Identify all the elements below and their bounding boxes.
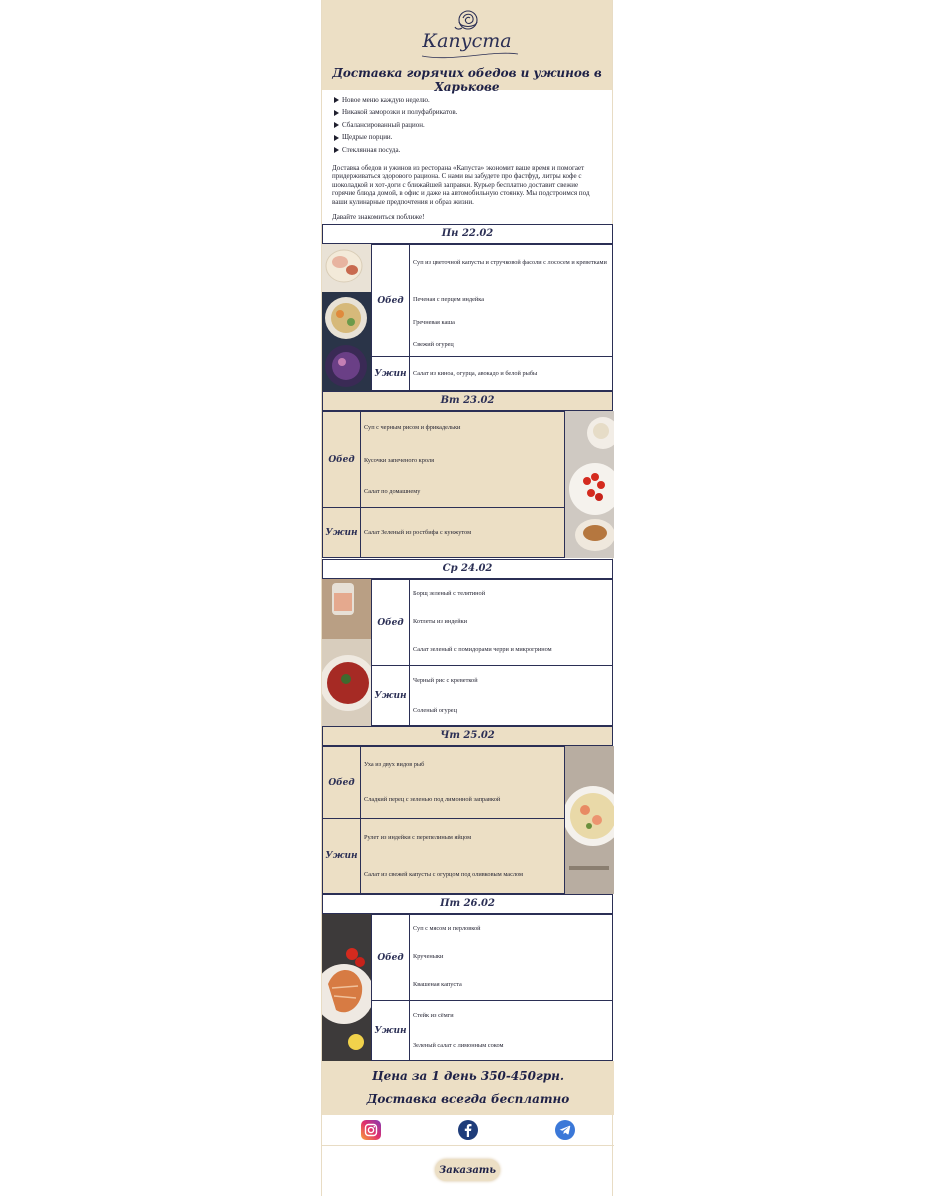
- dinner-dishes: [410, 1001, 612, 1060]
- telegram-icon[interactable]: [555, 1120, 575, 1140]
- description: Доставка обедов и ужинов из ресторана «Капуста» экономит ваше время и помогает придерживаться здорового рациона. С нами вы забудете про фастфуд, литры кофе с шоколадкой и хот-доги с ближайшей заправки. Курьер бесплатно доставит свежие горячие блюда домой, в офис и даже на автомобильную стоянку. Мы подстроимся под ваши кулинарные предпочтения и образ жизни.: [332, 163, 590, 206]
- dish: Соленый огурец: [413, 707, 457, 714]
- lunch-dishes: [410, 580, 612, 665]
- dish: Борщ зеленый с телятиной: [413, 590, 486, 597]
- dinner-block: [322, 507, 565, 558]
- feature-item: Новое меню каждую неделю.: [334, 94, 602, 107]
- dish: Квашеная капуста: [413, 981, 462, 988]
- lunch-label: Обед: [323, 747, 361, 818]
- lunch-label: Обед: [323, 412, 361, 507]
- lunch-block: [322, 746, 565, 819]
- instagram-icon[interactable]: [361, 1120, 381, 1140]
- day-title: Ср 24.02: [322, 559, 613, 579]
- delivery-text: Доставка всегда бесплатно: [366, 1092, 570, 1106]
- food-photo: [565, 746, 614, 894]
- dish: Крученыки: [413, 953, 444, 960]
- day-title: Пт 26.02: [322, 894, 613, 914]
- lunch-label: Обед: [372, 580, 410, 665]
- lunch-dishes: [361, 412, 564, 507]
- dish: Салат по домашнему: [364, 488, 421, 495]
- lunch-label: Обед: [372, 245, 410, 356]
- dinner-label: Ужин: [323, 508, 361, 557]
- triangle-bullet-icon: [334, 147, 339, 153]
- dish: Черный рис с креветкой: [413, 677, 478, 684]
- brand-name: Капуста: [422, 30, 512, 52]
- lunch-block: [371, 579, 613, 666]
- dish: Гречневая каша: [413, 319, 455, 326]
- lunch-dishes: [410, 915, 612, 1000]
- page-headline: Доставка горячих обедов и ужинов в Харькове: [332, 66, 602, 94]
- lunch-block: [371, 914, 613, 1001]
- dish: Суп с черным рисом и фрикадельки: [364, 424, 461, 431]
- dish: Зеленый салат с лимонным соком: [413, 1042, 504, 1049]
- dish: Салат из киноа, огурца, авокадо и белой рыбы: [413, 370, 538, 377]
- feature-list: [332, 94, 602, 157]
- dinner-label: Ужин: [372, 666, 410, 725]
- dinner-label: Ужин: [323, 819, 361, 893]
- triangle-bullet-icon: [334, 122, 339, 128]
- triangle-bullet-icon: [334, 110, 339, 116]
- dish: Кусочки запеченого кроля: [364, 457, 434, 464]
- dinner-label: Ужин: [372, 1001, 410, 1060]
- dinner-block: [371, 665, 613, 726]
- dinner-block: [371, 1000, 613, 1061]
- dinner-dishes: [410, 357, 612, 390]
- dish: Стейк из сёмги: [413, 1012, 454, 1019]
- dinner-block: [371, 356, 613, 391]
- header: [322, 0, 612, 94]
- food-photo: [565, 411, 614, 558]
- lunch-block: [371, 244, 613, 357]
- dish: Суп из цветочной капусты и стручковой фасоли с лососем и креветками: [413, 259, 607, 266]
- feature-item: Сбалансированный рацион.: [334, 119, 602, 132]
- intro: [322, 90, 612, 222]
- dinner-block: [322, 818, 565, 894]
- dish: Уха из двух видов рыб: [364, 761, 425, 768]
- dish: Салат из свежей капусты с огурцом под оливковым маслом: [364, 871, 524, 878]
- price-text: Цена за 1 день 350-450грн.: [371, 1069, 565, 1083]
- dinner-dishes: [410, 666, 612, 725]
- feature-item: Никакой заморозки и полуфабрикатов.: [334, 107, 602, 120]
- feature-item: Стеклянная посуда.: [334, 144, 602, 157]
- lunch-block: [322, 411, 565, 508]
- dinner-dishes: [361, 508, 564, 557]
- dish: Свежий огурец: [413, 341, 454, 348]
- day-title: Вт 23.02: [322, 391, 613, 411]
- dish: Котлеты из индейки: [413, 618, 468, 625]
- dish: Рулет из индейки с перепелиным яйцом: [364, 834, 472, 841]
- triangle-bullet-icon: [334, 135, 339, 141]
- triangle-bullet-icon: [334, 97, 339, 103]
- lunch-dishes: [410, 245, 612, 356]
- dish: Салат Зеленый из ростбифа с кунжутом: [364, 529, 472, 536]
- lunch-label: Обед: [372, 915, 410, 1000]
- dinner-label: Ужин: [372, 357, 410, 390]
- lunch-dishes: [361, 747, 564, 818]
- dish: Печеная с перцем индейка: [413, 296, 485, 303]
- day-title: Пн 22.02: [322, 224, 613, 244]
- facebook-icon[interactable]: [458, 1120, 478, 1140]
- invite-text: Давайте знакомиться поближе!: [332, 213, 425, 222]
- food-photo: [322, 244, 371, 391]
- order-button[interactable]: Заказать: [435, 1159, 500, 1181]
- dish: Салат зеленый с помидорами черри и микрогрином: [413, 646, 552, 653]
- social-links: [322, 1115, 614, 1146]
- dish: Суп с мясом и перловкой: [413, 925, 481, 932]
- feature-item: Щедрые порции.: [334, 132, 602, 145]
- day-title: Чт 25.02: [322, 726, 613, 746]
- price-block: [322, 1061, 614, 1115]
- dish: Сладкий перец с зеленью под лимонной заправкой: [364, 796, 501, 803]
- food-photo: [322, 579, 371, 726]
- email-page: [321, 0, 613, 1196]
- dinner-dishes: [361, 819, 564, 893]
- food-photo: [322, 914, 371, 1061]
